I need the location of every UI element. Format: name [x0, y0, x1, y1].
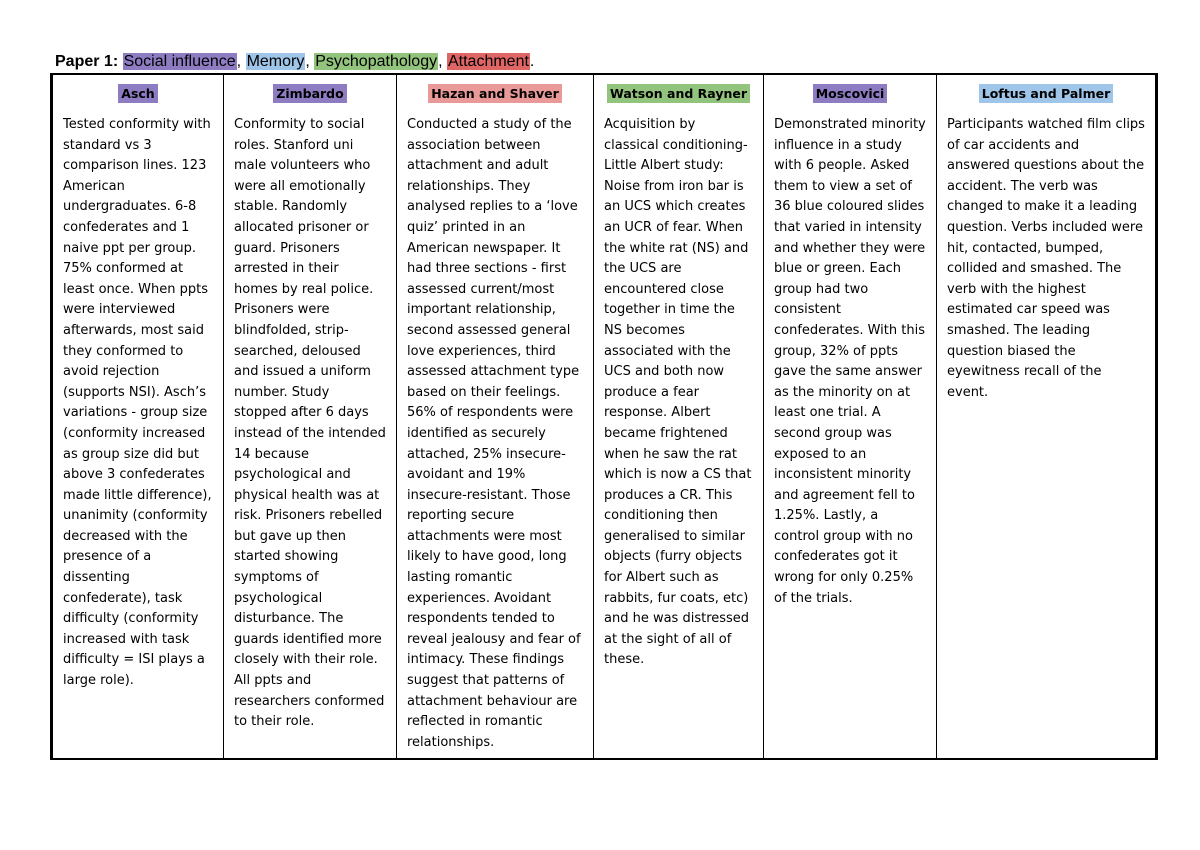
column-header: [63, 83, 213, 105]
study-description-asch: Tested conformity with standard vs 3 comparison lines. 123 American undergraduates. 6-8 confederates and 1 naive ppt per group. 75% conformed at least once. When ppts were interviewed afterwards, most said they conformed to avoid rejection (supports NSI). Asch’s variations - group size (conformity increased as group size did but above 3 confederates made little difference), unanimity (conformity decreased with the presence of a dissenting confederate), task difficulty (conformity increased with task difficulty = ISI plays a large role).: [63, 117, 212, 689]
study-cell-loftus-palmer: [937, 74, 1157, 759]
topic-memory: Memory: [246, 53, 305, 70]
topic-separator: ,: [438, 53, 447, 70]
study-description-zimbardo: Conformity to social roles. Stanford uni male volunteers who were all emotionally stable. Randomly allocated prisoner or guard. Prisoners arrested in their homes by real police. Prisoners were blindfolded, strip-searched, deloused and issued a uniform number. Study stopped after 6 days instead of the intended 14 because psychological and physical health was at risk. Prisoners rebelled but gave up then started showing symptoms of psychological disturbance. The guards identified more closely with their role. All ppts and researchers conformed to their role.: [234, 117, 386, 730]
column-header: [407, 83, 583, 105]
study-cell-moscovici: [764, 74, 937, 759]
study-description-hazan-shaver: Conducted a study of the association between attachment and adult relationships. They analysed replies to a ‘love quiz’ printed in an American newspaper. It had three sections - first assessed current/most important relationship, second assessed general love experiences, third assessed attachment type based on their feelings. 56% of respondents were identified as securely attached, 25% insecure-avoidant and 19% insecure-resistant. Those reporting secure attachments were most likely to have good, long lasting romantic experiences. Avoidant respondents tended to reveal jealousy and fear of intimacy. These findings suggest that patterns of attachment behaviour are reflected in romantic relationships.: [407, 117, 581, 750]
topic-separator: ,: [236, 53, 246, 70]
page-heading: [55, 52, 534, 72]
topic-separator: .: [529, 53, 535, 70]
column-header: [234, 83, 386, 105]
topic-separator: ,: [305, 53, 315, 70]
column-header: [947, 83, 1145, 105]
study-cell-asch: [52, 74, 224, 759]
study-title-hazan-shaver: Hazan and Shaver: [428, 84, 562, 103]
study-title-moscovici: Moscovici: [813, 84, 888, 103]
study-title-watson-rayner: Watson and Rayner: [607, 84, 750, 103]
topic-psychopathology: Psychopathology: [315, 53, 438, 70]
paper-label: Paper 1:: [55, 53, 119, 70]
study-title-loftus-palmer: Loftus and Palmer: [979, 84, 1114, 103]
column-header: [604, 83, 753, 105]
study-cell-watson-rayner: [594, 74, 764, 759]
study-description-loftus-palmer: Participants watched film clips of car accidents and answered questions about the accident. The verb was changed to make it a leading question. Verbs included were hit, contacted, bumped, collided and smashed. The verb with the highest estimated car speed was smashed. The leading question biased the eyewitness recall of the event.: [947, 117, 1145, 400]
study-cell-zimbardo: [224, 74, 397, 759]
study-cell-hazan-shaver: [397, 74, 594, 759]
table-row: [52, 74, 1157, 759]
topic-social-influence: Social influence: [123, 53, 236, 70]
study-description-moscovici: Demonstrated minority influence in a study with 6 people. Asked them to view a set of 36 blue coloured slides that varied in intensity and whether they were blue or green. Each group had two consistent confederates. With this group, 32% of ppts gave the same answer as the minority on at least one trial. A second group was exposed to an inconsistent minority and agreement fell to 1.25%. Lastly, a control group with no confederates got it wrong for only 0.25% of the trials.: [774, 117, 926, 606]
study-title-zimbardo: Zimbardo: [273, 84, 346, 103]
studies-table: [50, 73, 1158, 760]
topic-attachment: Attachment: [447, 53, 529, 70]
column-header: [774, 83, 926, 105]
study-description-watson-rayner: Acquisition by classical conditioning- Little Albert study: Noise from iron bar is an UCS which creates an UCR of fear. When the white rat (NS) and the UCS are encountered close together in time the NS becomes associated with the UCS and both now produce a fear response. Albert became frightened when he saw the rat which is now a CS that produces a CR. This conditioning then generalised to similar objects (furry objects for Albert such as rabbits, fur coats, etc) and he was distressed at the sight of all of these.: [604, 117, 752, 668]
study-title-asch: Asch: [118, 84, 157, 103]
